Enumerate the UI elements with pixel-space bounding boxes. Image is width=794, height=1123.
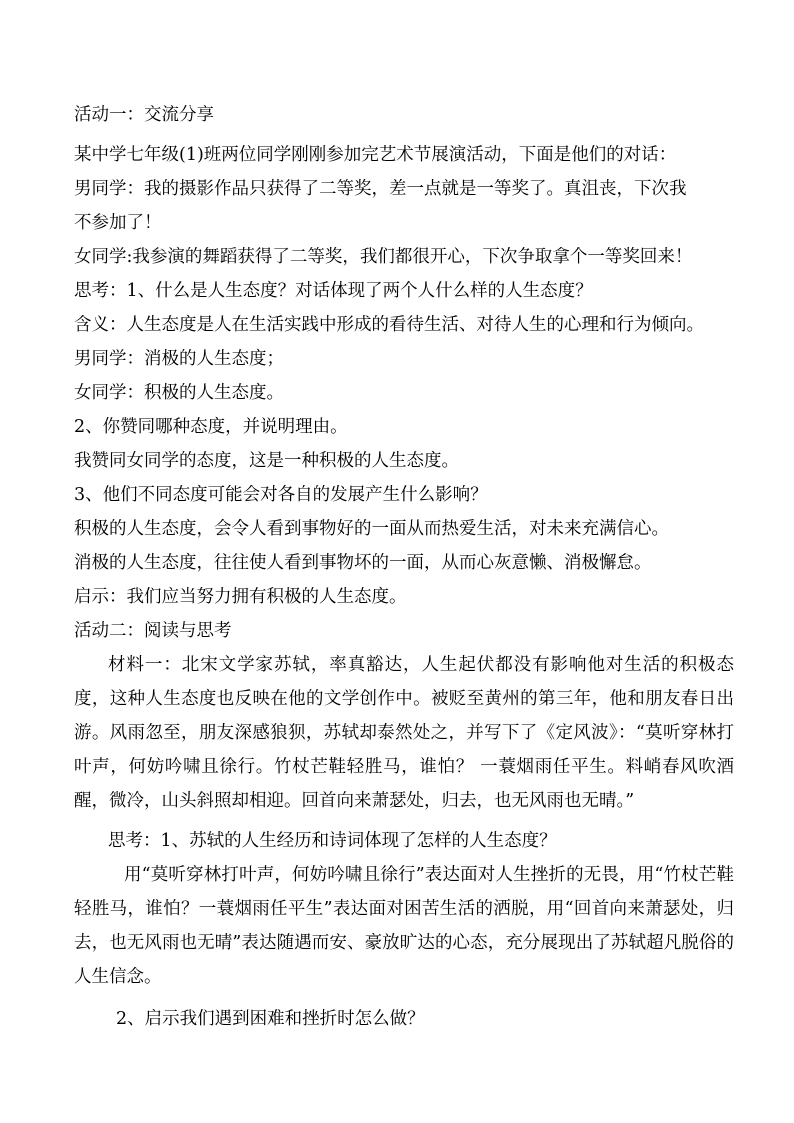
answer-3-positive: 积极的人生态度，会令人看到事物好的一面从而热爱生活，对未来充满信心。 xyxy=(74,519,669,539)
meaning-definition: 含义：人生态度是人在生活实践中形成的看待生活、对待人生的心理和行为倾向。 xyxy=(74,315,704,335)
activity2-title: 活动二：阅读与思考 xyxy=(74,621,232,641)
activity2-question-2: 2、启示我们遇到困难和挫折时怎么做？ xyxy=(116,1009,425,1029)
question-2: 2、你赞同哪种态度，并说明理由。 xyxy=(74,417,348,437)
question-1: 思考：1、什么是人生态度？对话体现了两个人什么样的人生态度？ xyxy=(74,281,593,301)
activity1-title: 活动一：交流分享 xyxy=(74,105,214,125)
document-body xyxy=(74,98,734,1036)
activity1-intro: 某中学七年级(1)班两位同学刚刚参加完艺术节展演活动，下面是他们的对话： xyxy=(74,145,677,165)
girl-dialogue: 女同学:我参演的舞蹈获得了二等奖，我们都很开心，下次争取拿个一等奖回来！ xyxy=(74,247,693,267)
question-3: 3、他们不同态度可能会对各自的发展产生什么影响？ xyxy=(74,485,488,505)
insight: 启示：我们应当努力拥有积极的人生态度。 xyxy=(74,587,407,607)
boy-dialogue-line2: 不参加了！ xyxy=(74,213,162,233)
answer-2: 我赞同女同学的态度，这是一种积极的人生态度。 xyxy=(74,451,459,471)
answer-3-negative: 消极的人生态度，往往使人看到事物坏的一面，从而心灰意懒、消极懈怠。 xyxy=(74,553,652,573)
material-paragraph: 材料一：北宋文学家苏轼，率真豁达，人生起伏都没有影响他对生活的积极态度，这种人生态度也反映在他的文学创作中。被贬至黄州的第三年，他和朋友春日出游。风雨忽至，朋友深感狼狈，苏轼却泰然处之，并写下了《定风波》：“莫听穿林打叶声，何妨吟啸且徐行。竹杖芒鞋轻胜马，谁怕？ 一蓑烟雨任平生。料峭春风吹酒醒，微冷，山头斜照却相迎。回首向来萧瑟处，归去，也无风雨也无晴。” xyxy=(74,655,734,811)
girl-attitude: 女同学：积极的人生态度。 xyxy=(74,383,284,403)
boy-dialogue-line1: 男同学：我的摄影作品只获得了二等奖，差一点就是一等奖了。真沮丧，下次我 xyxy=(74,179,687,199)
activity2-answer-1: 用“莫听穿林打叶声，何妨吟啸且徐行”表达面对人生挫折的无畏，用“竹杖芒鞋轻胜马，谁怕？一蓑烟雨任平生”表达面对困苦生活的洒脱，用“回首向来萧瑟处，归去，也无风雨也无晴”表达随遇而安、豪放旷达的心态，充分展现出了苏轼超凡脱俗的人生信念。 xyxy=(74,865,734,987)
boy-attitude: 男同学：消极的人生态度； xyxy=(74,349,284,369)
activity2-question-1: 思考：1、苏轼的人生经历和诗词体现了怎样的人生态度？ xyxy=(108,831,557,851)
